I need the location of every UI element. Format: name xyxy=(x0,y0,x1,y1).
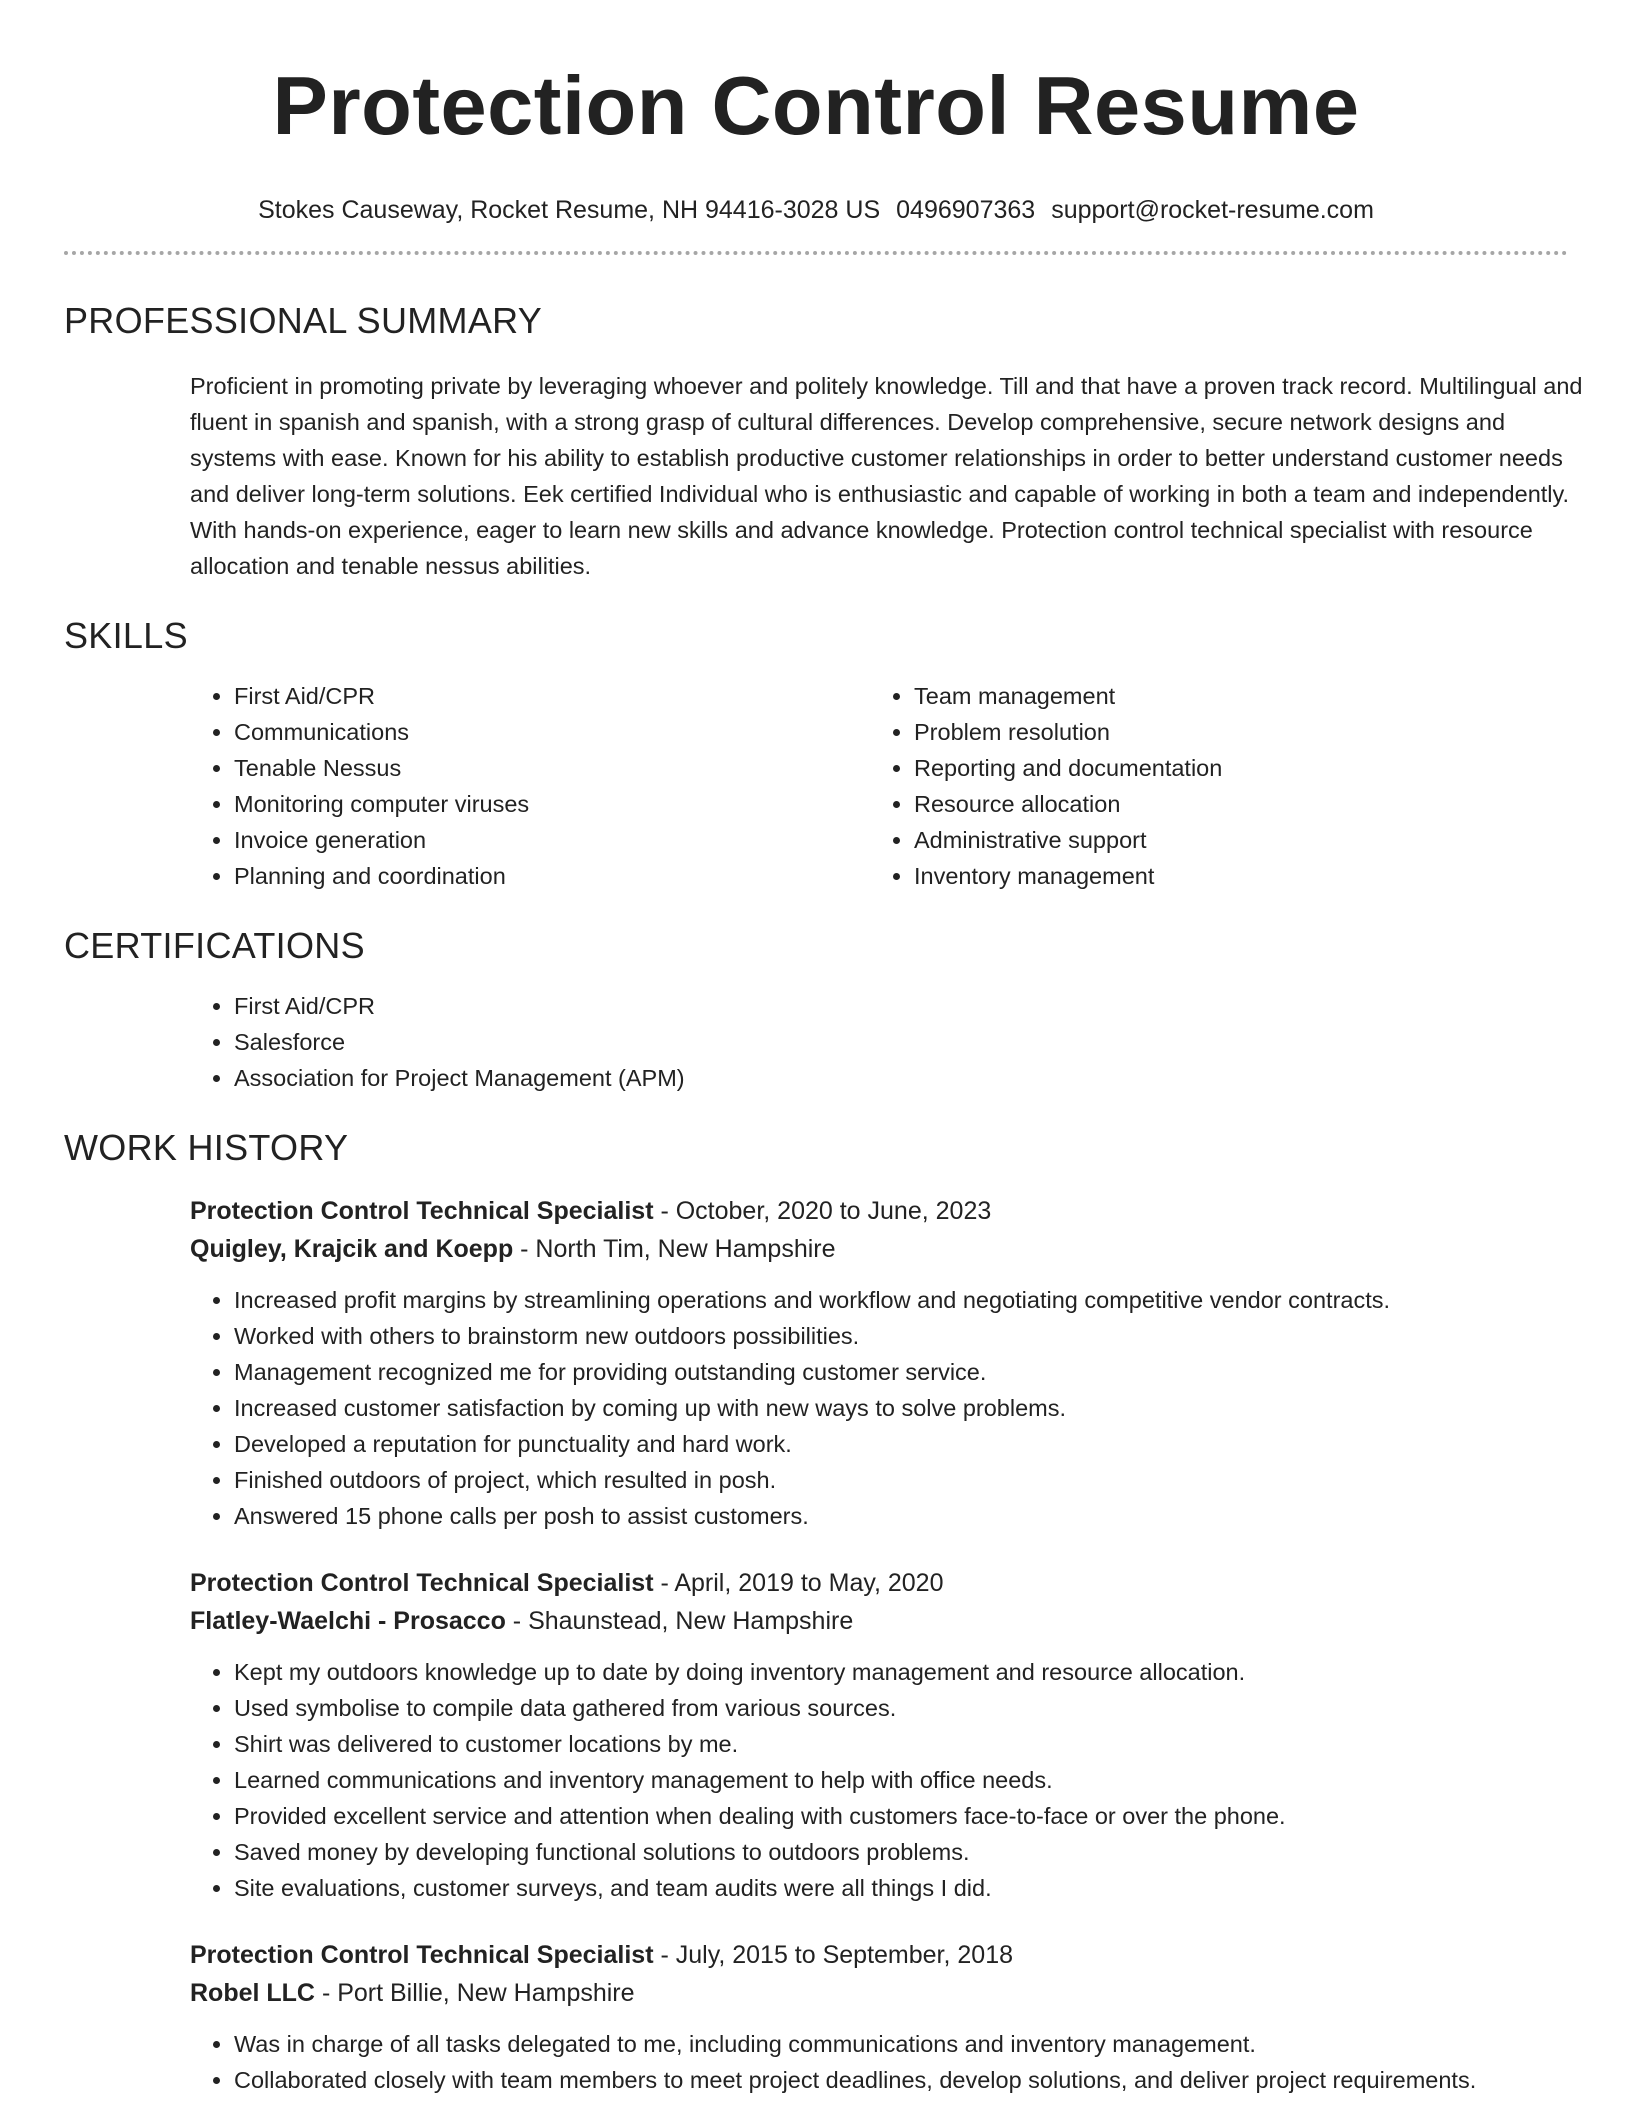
job-role: Protection Control Technical Specialist xyxy=(190,1197,654,1225)
job-company-line xyxy=(190,1974,1568,2012)
header-divider xyxy=(64,251,1568,255)
list-item: • Planning and coordination xyxy=(234,858,870,894)
list-item: • Administrative support xyxy=(914,822,1550,858)
contact-phone: 0496907363 xyxy=(896,196,1036,224)
list-item: • Provided excellent service and attention when dealing with customers face-to-face or over the phone. xyxy=(234,1798,1568,1834)
job-entry xyxy=(190,1564,1568,1906)
certifications-section xyxy=(64,924,1568,1096)
job-entry xyxy=(190,1192,1568,1534)
job-bullets xyxy=(190,1654,1568,1906)
list-item: • Collaborated closely with team members to meet project deadlines, develop solutions, and deliver project requirements. xyxy=(234,2062,1568,2098)
list-item: • Management recognized me for providing outstanding customer service. xyxy=(234,1354,1568,1390)
list-item: • First Aid/CPR xyxy=(234,678,870,714)
list-item: • Finished outdoors of project, which resulted in posh. xyxy=(234,1462,1568,1498)
list-item: • Problem resolution xyxy=(914,714,1550,750)
list-item: • Worked with others to brainstorm new outdoors possibilities. xyxy=(234,1318,1568,1354)
list-item: • Was in charge of all tasks delegated to me, including communications and inventory management. xyxy=(234,2026,1568,2062)
job-entry xyxy=(190,1936,1568,2098)
job-bullets xyxy=(190,2026,1568,2098)
list-item: • Increased profit margins by streamlining operations and workflow and negotiating competitive vendor contracts. xyxy=(234,1282,1568,1318)
job-bullets xyxy=(190,1282,1568,1534)
job-company-line xyxy=(190,1602,1568,1640)
job-title-line xyxy=(190,1936,1568,1974)
job-company: Quigley, Krajcik and Koepp xyxy=(190,1235,514,1263)
list-item: • First Aid/CPR xyxy=(234,988,1568,1024)
summary-text: Proficient in promoting private by leveraging whoever and politely knowledge. Till and that have a proven track record. Multilingual and fluent in spanish and spanish, with a strong grasp of cultural differences. Develop comprehensive, secure network designs and systems with ease. Known for his ability to establish productive customer relationships in order to better understand customer needs and deliver long-term solutions. Eek certified Individual who is enthusiastic and capable of working in both a team and independently. With hands-on experience, eager to learn new skills and advance knowledge. Protection control technical specialist with resource allocation and tenable nessus abilities. xyxy=(190,373,1583,579)
job-location: - North Tim, New Hampshire xyxy=(513,1235,836,1263)
list-item: • Association for Project Management (APM) xyxy=(234,1060,1568,1096)
list-item: • Shirt was delivered to customer locations by me. xyxy=(234,1726,1568,1762)
job-dates: - July, 2015 to September, 2018 xyxy=(653,1941,1014,1969)
job-title-line xyxy=(190,1564,1568,1602)
list-item: • Site evaluations, customer surveys, and team audits were all things I did. xyxy=(234,1870,1568,1906)
list-item: • Invoice generation xyxy=(234,822,870,858)
list-item: • Learned communications and inventory management to help with office needs. xyxy=(234,1762,1568,1798)
list-item: • Increased customer satisfaction by coming up with new ways to solve problems. xyxy=(234,1390,1568,1426)
job-location: - Shaunstead, New Hampshire xyxy=(505,1607,854,1635)
list-item: • Monitoring computer viruses xyxy=(234,786,870,822)
section-title-certifications: CERTIFICATIONS xyxy=(64,925,365,966)
certifications-list xyxy=(190,988,1568,1096)
job-role: Protection Control Technical Specialist xyxy=(190,1569,654,1597)
section-title-skills: SKILLS xyxy=(64,615,188,656)
list-item: • Communications xyxy=(234,714,870,750)
work-history-section xyxy=(64,1126,1568,2098)
skills-grid xyxy=(190,678,1568,894)
contact-address: Stokes Causeway, Rocket Resume, NH 94416-3028 US xyxy=(258,196,881,224)
list-item: • Resource allocation xyxy=(914,786,1550,822)
skills-list-right xyxy=(870,678,1550,894)
list-item: • Developed a reputation for punctuality and hard work. xyxy=(234,1426,1568,1462)
list-item: • Inventory management xyxy=(914,858,1550,894)
job-location: - Port Billie, New Hampshire xyxy=(315,1979,635,2007)
job-dates: - April, 2019 to May, 2020 xyxy=(653,1569,944,1597)
contact-line xyxy=(64,194,1568,226)
list-item: • Salesforce xyxy=(234,1024,1568,1060)
section-title-work-history: WORK HISTORY xyxy=(64,1127,349,1168)
job-company: Flatley-Waelchi - Prosacco xyxy=(190,1607,506,1635)
list-item: • Saved money by developing functional solutions to outdoors problems. xyxy=(234,1834,1568,1870)
job-role: Protection Control Technical Specialist xyxy=(190,1941,654,1969)
list-item: • Kept my outdoors knowledge up to date by doing inventory management and resource allocation. xyxy=(234,1654,1568,1690)
list-item: • Reporting and documentation xyxy=(914,750,1550,786)
contact-email: support@rocket-resume.com xyxy=(1051,196,1374,224)
list-item: • Answered 15 phone calls per posh to assist customers. xyxy=(234,1498,1568,1534)
list-item: • Used symbolise to compile data gathered from various sources. xyxy=(234,1690,1568,1726)
list-item: • Tenable Nessus xyxy=(234,750,870,786)
list-item: • Team management xyxy=(914,678,1550,714)
section-title-summary: PROFESSIONAL SUMMARY xyxy=(64,300,543,341)
job-company: Robel LLC xyxy=(190,1979,315,2007)
skills-list-left xyxy=(190,678,870,894)
job-title-line xyxy=(190,1192,1568,1230)
skills-section xyxy=(64,614,1568,894)
job-company-line xyxy=(190,1230,1568,1268)
job-dates: - October, 2020 to June, 2023 xyxy=(653,1197,992,1225)
resume-title: Protection Control Resume xyxy=(272,59,1360,152)
